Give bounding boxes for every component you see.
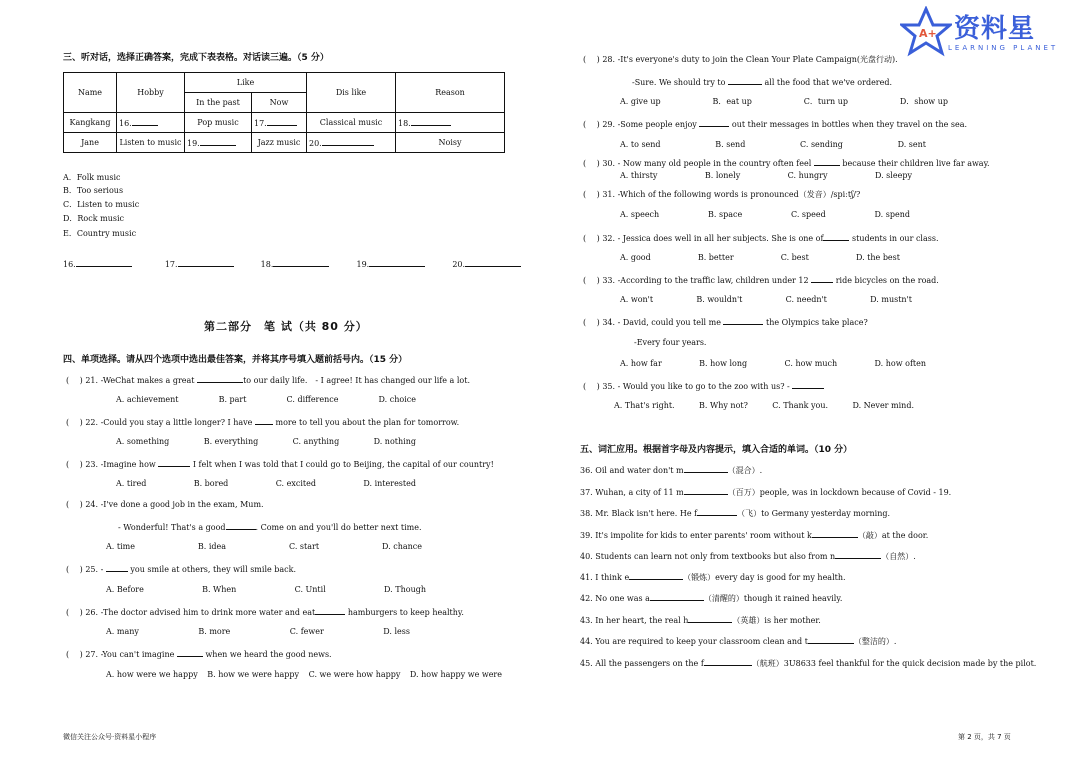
vocab-heading: 五、词汇应用。根据首字母及内容提示，填入合适的单词。（10 分） — [580, 445, 853, 455]
answer-blank[interactable] — [684, 486, 728, 495]
options-30: A. thirsty B. lonely C. hungry D. sleepy — [620, 171, 912, 180]
mcq-heading: 四、单项选择。请从四个选项中选出最佳答案，并将其序号填入题前括号内。（15 分） — [63, 355, 408, 365]
part2-title: 第二部分 笔 试（共 80 分） — [204, 320, 368, 333]
answer-blank[interactable] — [369, 258, 425, 267]
question-29: ( ) 29. -Some people enjoy out their messages in bottles when they travel on the sea. — [583, 120, 968, 129]
vocab-item-45: 45. All the passengers on the f （航班）3U8633 feel thankful for the quick decision made by the pilot. — [580, 659, 1037, 668]
options-27: A. how were we happy B. how we were happy C. we were how happy D. how happy we were — [106, 670, 502, 679]
question-25: ( ) 25. - you smile at others, they will smile back. — [66, 565, 297, 574]
question-35: ( ) 35. - Would you like to go to the zoo with us? - — [583, 380, 824, 392]
answer-label: 18. — [260, 260, 274, 269]
options-28: A. give up B．eat up C．turn up D．show up — [620, 97, 948, 106]
answer-label: 19. — [356, 260, 370, 269]
option-b: B．Too serious — [63, 186, 124, 195]
options-29: A. to send B. send C. sending D. sent — [620, 140, 926, 149]
cell: 18. — [398, 119, 411, 128]
cell: Listen to music — [117, 133, 185, 153]
vocab-item-40: 40. Students can learn not only from textbooks but also from n （自然）. — [580, 552, 916, 561]
question-28-reply: -Sure. We should try to all the food that we've ordered. — [632, 78, 893, 87]
question-30: ( ) 30. - Now many old people in the country often feel because their children live far away. — [583, 159, 990, 168]
th-like: Like — [185, 73, 307, 93]
options-32: A. good B. better C. best D. the best — [620, 253, 900, 262]
logo-subtitle: LEARNING PLANET — [948, 44, 1059, 52]
answer-line — [63, 258, 521, 270]
answer-blank[interactable] — [812, 529, 858, 538]
cell: 20. — [309, 139, 322, 148]
answer-blank[interactable] — [322, 137, 374, 146]
question-27: ( ) 27. -You can't imagine when we heard the good news. — [66, 650, 332, 659]
listening-table — [63, 72, 505, 153]
vocab-item-44: 44. You are required to keep your classroom clean and t （整洁的）. — [580, 637, 897, 646]
cell: 17. — [254, 119, 267, 128]
options-25: A. Before B. When C. Until D. Though — [106, 585, 426, 594]
answer-blank[interactable] — [697, 507, 737, 516]
options-26: A. many B. more C. fewer D. less — [106, 627, 410, 636]
question-34-reply: -Every four years. — [634, 338, 707, 347]
answer-blank[interactable] — [178, 258, 234, 267]
options-23: A. tired B. bored C. excited D. interested — [116, 479, 416, 488]
question-33: ( ) 33. -According to the traffic law, children under 12 ride bicycles on the road. — [583, 276, 939, 285]
option-d: D．Rock music — [63, 214, 125, 223]
vocab-item-39: 39. It's impolite for kids to enter parents' room without k （敲）at the door. — [580, 531, 929, 540]
answer-blank[interactable] — [267, 117, 297, 126]
question-24: ( ) 24. -I've done a good job in the exam, Mum. — [66, 500, 264, 509]
vocab-item-41: 41. I think e （锻炼）every day is good for my health. — [580, 573, 846, 582]
answer-blank[interactable] — [465, 258, 521, 267]
vocab-item-42: 42. No one was a （清醒的）though it rained heavily. — [580, 594, 843, 603]
vocab-item-36: 36. Oil and water don't m （混合）. — [580, 466, 763, 475]
answer-blank[interactable] — [273, 258, 329, 267]
answer-blank[interactable] — [411, 117, 451, 126]
site-logo — [900, 6, 1060, 62]
page-number: 第 2 页，共 7 页 — [958, 733, 1011, 741]
answer-blank[interactable] — [688, 614, 732, 623]
option-a: A．Folk music — [63, 173, 121, 182]
cell: Jane — [64, 133, 117, 153]
question-23: ( ) 23. -Imagine how I felt when I was told that I could go to Beijing, the capital of our country! — [66, 460, 494, 469]
vocab-item-37: 37. Wuhan, a city of 11 m （百万）people, was in lockdown because of Covid - 19. — [580, 488, 952, 497]
option-e: E．Country music — [63, 229, 137, 238]
question-31: ( ) 31. -Which of the following words is pronounced（发音）/spiːtʃ/? — [583, 190, 861, 199]
th-now: Now — [252, 93, 307, 113]
answer-label: 17. — [164, 260, 178, 269]
cell: 16. — [119, 119, 132, 128]
cell: Jazz music — [252, 133, 307, 153]
star-logo-icon — [900, 6, 952, 58]
answer-blank[interactable] — [835, 550, 881, 559]
vocab-item-43: 43. In her heart, the real h （英雄）is her mother. — [580, 616, 821, 625]
th-past: In the past — [185, 93, 252, 113]
logo-badge: A+ — [919, 27, 937, 40]
question-26: ( ) 26. -The doctor advised him to drink more water and eat hamburgers to keep healthy. — [66, 608, 464, 617]
options-35: A. That's right. B. Why not? C. Thank you. D. Never mind. — [614, 401, 914, 410]
answer-blank[interactable] — [200, 137, 236, 146]
question-22: ( ) 22. -Could you stay a little longer? I have more to tell you about the plan for tomorrow. — [66, 418, 460, 427]
answer-label: 20. — [452, 260, 466, 269]
options-22: A. something B. everything C. anything D. nothing — [116, 437, 416, 446]
options-24: A. time B. idea C. start D. chance — [106, 542, 422, 551]
answer-label: 16. — [63, 260, 76, 269]
footer-left: 微信关注公众号·资料星小程序 — [63, 733, 157, 741]
cell: Classical music — [307, 113, 396, 133]
question-24-reply: - Wonderful! That's a good . Come on and you'll do better next time. — [118, 523, 422, 532]
question-32: ( ) 32. - Jessica does well in all her subjects. She is one of students in our class. — [583, 234, 939, 243]
answer-blank[interactable] — [650, 592, 704, 601]
table-row — [64, 113, 505, 133]
question-34: ( ) 34. - David, could you tell me the Olympics take place? — [583, 318, 868, 327]
logo-name: 资料星 — [954, 14, 1036, 44]
options-31: A. speech B. space C. speed D. spend — [620, 210, 910, 219]
cell: Noisy — [396, 133, 505, 153]
question-28: ( ) 28. -It's everyone's duty to join the Clean Your Plate Campaign(光盘行动). — [583, 55, 898, 64]
question-21: ( ) 21. -WeChat makes a great to our daily life. - I agree! It has changed our life a lot. — [66, 376, 471, 385]
options-34: A. how far B. how long C. how much D. how often — [620, 359, 926, 368]
options-33: A. won't B. wouldn't C. needn't D. mustn't — [620, 295, 912, 304]
th-dislike: Dis like — [307, 73, 396, 113]
answer-blank[interactable] — [76, 258, 132, 267]
vocab-item-38: 38. Mr. Black isn't here. He f （飞）to Germany yesterday morning. — [580, 509, 891, 518]
answer-blank[interactable] — [704, 657, 752, 666]
th-hobby: Hobby — [117, 73, 185, 113]
answer-blank[interactable] — [808, 635, 854, 644]
listening-heading: 三、听对话，选择正确答案，完成下表表格。对话读三遍。（5 分） — [63, 53, 329, 63]
th-name: Name — [64, 73, 117, 113]
options-21: A. achievement B. part C. difference D. choice — [116, 395, 416, 404]
answer-blank[interactable] — [684, 464, 728, 473]
option-c: C．Listen to music — [63, 200, 140, 209]
cell: Pop music — [185, 113, 252, 133]
cell: 19. — [187, 139, 200, 148]
table-row — [64, 133, 505, 153]
cell: Kangkang — [64, 113, 117, 133]
answer-blank[interactable] — [629, 571, 683, 580]
answer-blank[interactable] — [132, 117, 158, 126]
th-reason: Reason — [396, 73, 505, 113]
